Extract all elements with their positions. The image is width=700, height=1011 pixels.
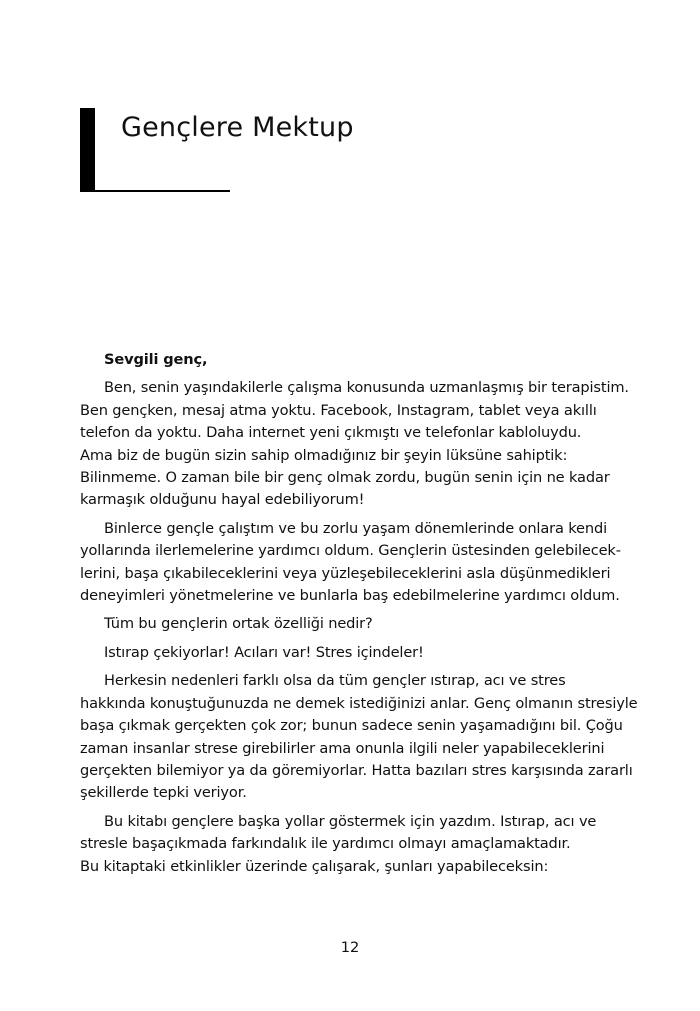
- text-line: zaman insanlar strese girebilirler ama onunla ilgili neler yapabileceklerini: [80, 739, 605, 757]
- paragraph-6: [80, 811, 625, 878]
- text-line: Ben, senin yaşındakilerle çalışma konusunda uzmanlaşmış bir terapistim.: [104, 379, 629, 397]
- paragraph-4: [80, 642, 625, 664]
- paragraph-1: [80, 377, 629, 511]
- text-line: karmaşık olduğunu hayal edebiliyorum!: [80, 491, 365, 509]
- text-line: Bu kitabı gençlere başka yollar göstermek için yazdım. Istırap, acı ve: [104, 812, 597, 830]
- text-line: lerini, başa çıkabileceklerini veya yüzleşebileceklerini asla düşünmedikleri: [80, 564, 611, 582]
- text-line: Bilinmeme. O zaman bile bir genç olmak zordu, bugün senin için ne kadar: [80, 469, 610, 487]
- text-line: Ben gençken, mesaj atma yoktu. Facebook, Instagram, tablet veya akıllı: [80, 401, 597, 419]
- letter-body: [80, 349, 638, 884]
- chapter-marker-bar: [80, 108, 95, 192]
- text-line: başa çıkmak gerçekten çok zor; bunun sadece senin yaşamadığını bil. Çoğu: [80, 717, 623, 735]
- text-line: Herkesin nedenleri farklı olsa da tüm gençler ıstırap, acı ve stres: [104, 672, 566, 690]
- text-line: hakkında konuştuğunuzda ne demek istediğinizi anlar. Genç olmanın stresiyle: [80, 694, 638, 712]
- text-line: gerçekten bilemiyor ya da göremiyorlar. Hatta bazıları stres karşısında zararlı: [80, 761, 633, 779]
- text-line: Istırap çekiyorlar! Acıları var! Stres içindeler!: [104, 643, 424, 661]
- greeting: Sevgili genç,: [104, 351, 208, 368]
- text-line: stresle başaçıkmada farkındalık ile yardımcı olmayı amaçlamaktadır.: [80, 835, 571, 853]
- paragraph-5: [80, 670, 638, 804]
- text-line: Binlerce gençle çalıştım ve bu zorlu yaşam dönemlerinde onlara kendi: [104, 519, 607, 537]
- paragraph-2: [80, 518, 625, 608]
- text-line: Bu kitaptaki etkinlikler üzerinde çalışarak, şunları yapabileceksin:: [80, 857, 549, 875]
- paragraph-3: [80, 613, 625, 635]
- page-number: 12: [340, 939, 360, 956]
- text-line: Ama biz de bugün sizin sahip olmadığınız bir şeyin lüksüne sahiptik:: [80, 446, 568, 464]
- text-line: deneyimleri yönetmelerine ve bunlarla baş edebilmelerine yardımcı oldum.: [80, 587, 620, 605]
- text-line: şekillerde tepki veriyor.: [80, 784, 247, 802]
- text-line: Tüm bu gençlerin ortak özelliği nedir?: [104, 615, 373, 633]
- chapter-title-rule: [80, 190, 230, 192]
- text-line: yollarında ilerlemelerine yardımcı oldum. Gençlerin üstesinden gelebilecek-: [80, 542, 621, 560]
- text-line: telefon da yoktu. Daha internet yeni çıkmıştı ve telefonlar kabloluydu.: [80, 424, 582, 442]
- chapter-title: Gençlere Mektup: [121, 112, 354, 143]
